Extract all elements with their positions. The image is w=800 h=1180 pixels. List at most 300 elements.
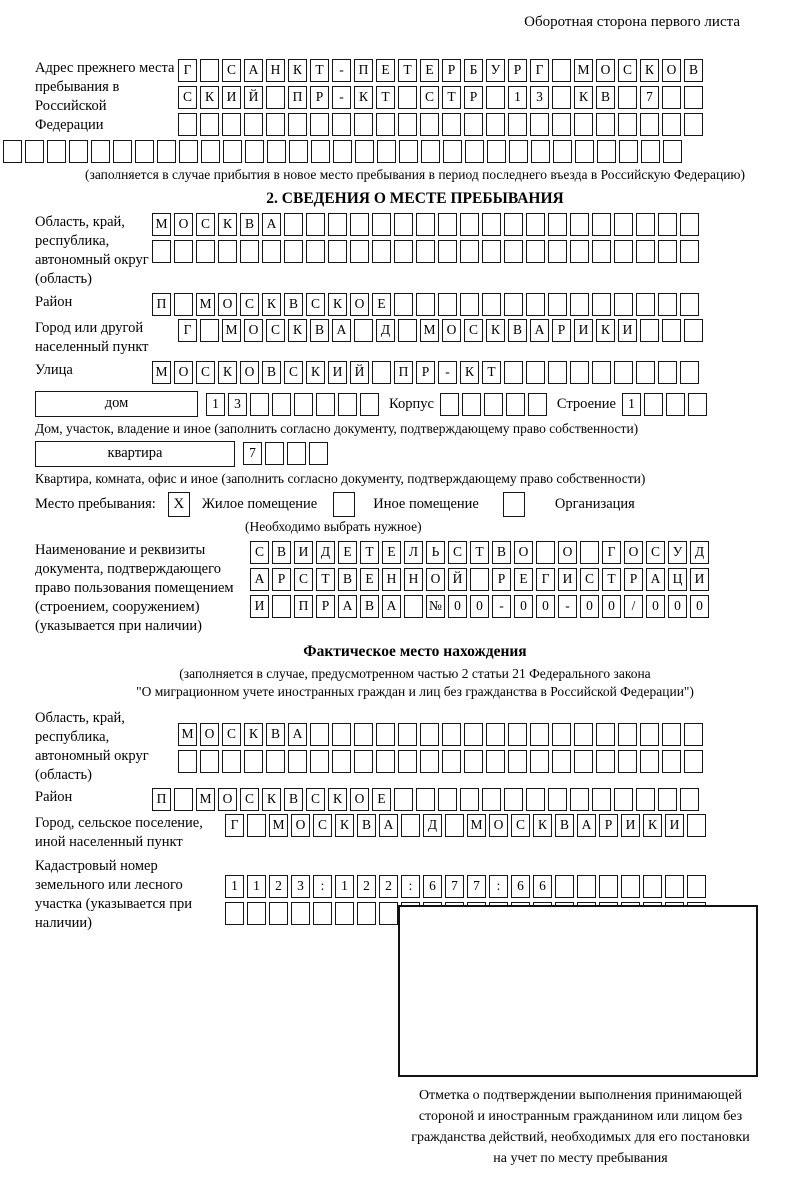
char-cell[interactable]: - bbox=[332, 59, 351, 82]
char-cell[interactable] bbox=[200, 750, 219, 773]
char-cell[interactable] bbox=[316, 393, 335, 416]
char-cell[interactable]: 6 bbox=[511, 875, 530, 898]
char-cell[interactable] bbox=[460, 788, 479, 811]
char-cell[interactable] bbox=[464, 750, 483, 773]
char-cell[interactable] bbox=[291, 902, 310, 925]
char-cell[interactable] bbox=[643, 875, 662, 898]
char-cell[interactable]: К bbox=[262, 293, 281, 316]
char-cell[interactable]: Б bbox=[464, 59, 483, 82]
char-cell[interactable] bbox=[398, 86, 417, 109]
char-cell[interactable] bbox=[621, 875, 640, 898]
char-cell[interactable]: И bbox=[665, 814, 684, 837]
char-cell[interactable]: Т bbox=[482, 361, 501, 384]
char-cell[interactable] bbox=[354, 750, 373, 773]
char-cell[interactable]: Н bbox=[266, 59, 285, 82]
char-cell[interactable]: Р bbox=[599, 814, 618, 837]
char-cell[interactable] bbox=[464, 113, 483, 136]
char-cell[interactable]: 7 bbox=[243, 442, 262, 465]
char-cell[interactable] bbox=[350, 213, 369, 236]
char-cell[interactable]: - bbox=[558, 595, 577, 618]
char-cell[interactable]: К bbox=[574, 86, 593, 109]
char-cell[interactable] bbox=[548, 788, 567, 811]
char-cell[interactable] bbox=[552, 59, 571, 82]
char-cell[interactable] bbox=[399, 140, 418, 163]
char-cell[interactable]: В bbox=[272, 541, 291, 564]
char-cell[interactable]: С bbox=[240, 293, 259, 316]
char-cell[interactable] bbox=[680, 240, 699, 263]
char-cell[interactable]: К bbox=[288, 319, 307, 342]
char-cell[interactable] bbox=[574, 750, 593, 773]
char-cell[interactable] bbox=[174, 788, 193, 811]
char-cell[interactable] bbox=[152, 240, 171, 263]
char-cell[interactable] bbox=[486, 86, 505, 109]
char-cell[interactable]: Т bbox=[316, 568, 335, 591]
char-cell[interactable]: Р bbox=[624, 568, 643, 591]
char-cell[interactable]: А bbox=[332, 319, 351, 342]
char-cell[interactable] bbox=[394, 788, 413, 811]
char-cell[interactable] bbox=[614, 361, 633, 384]
char-cell[interactable]: С bbox=[464, 319, 483, 342]
char-cell[interactable] bbox=[200, 113, 219, 136]
char-cell[interactable] bbox=[580, 541, 599, 564]
char-cell[interactable]: : bbox=[401, 875, 420, 898]
char-cell[interactable]: С bbox=[222, 59, 241, 82]
char-cell[interactable] bbox=[310, 113, 329, 136]
char-cell[interactable] bbox=[178, 750, 197, 773]
char-cell[interactable] bbox=[487, 140, 506, 163]
char-cell[interactable] bbox=[531, 140, 550, 163]
char-cell[interactable] bbox=[684, 723, 703, 746]
char-cell[interactable] bbox=[401, 814, 420, 837]
char-cell[interactable]: И bbox=[690, 568, 709, 591]
char-cell[interactable] bbox=[614, 788, 633, 811]
char-cell[interactable] bbox=[332, 113, 351, 136]
char-cell[interactable] bbox=[662, 86, 681, 109]
char-cell[interactable] bbox=[332, 723, 351, 746]
char-cell[interactable] bbox=[294, 393, 313, 416]
char-cell[interactable]: К bbox=[533, 814, 552, 837]
char-cell[interactable] bbox=[548, 361, 567, 384]
char-cell[interactable] bbox=[599, 875, 618, 898]
char-cell[interactable] bbox=[438, 293, 457, 316]
char-cell[interactable]: П bbox=[394, 361, 413, 384]
char-cell[interactable]: О bbox=[200, 723, 219, 746]
char-cell[interactable] bbox=[592, 361, 611, 384]
char-cell[interactable]: О bbox=[426, 568, 445, 591]
char-cell[interactable]: О bbox=[174, 213, 193, 236]
char-cell[interactable]: А bbox=[646, 568, 665, 591]
char-cell[interactable] bbox=[225, 902, 244, 925]
char-cell[interactable] bbox=[354, 319, 373, 342]
char-cell[interactable]: № bbox=[426, 595, 445, 618]
char-cell[interactable] bbox=[394, 293, 413, 316]
char-cell[interactable]: Р bbox=[442, 59, 461, 82]
char-cell[interactable]: К bbox=[200, 86, 219, 109]
char-cell[interactable] bbox=[372, 213, 391, 236]
char-cell[interactable]: О bbox=[218, 788, 237, 811]
char-cell[interactable] bbox=[460, 213, 479, 236]
char-cell[interactable] bbox=[555, 875, 574, 898]
char-cell[interactable] bbox=[355, 140, 374, 163]
char-cell[interactable]: О bbox=[624, 541, 643, 564]
char-cell[interactable] bbox=[465, 140, 484, 163]
char-cell[interactable] bbox=[398, 750, 417, 773]
char-cell[interactable]: К bbox=[643, 814, 662, 837]
char-cell[interactable]: Г bbox=[536, 568, 555, 591]
char-cell[interactable] bbox=[309, 442, 328, 465]
char-cell[interactable]: Р bbox=[552, 319, 571, 342]
char-cell[interactable]: И bbox=[574, 319, 593, 342]
char-cell[interactable] bbox=[335, 902, 354, 925]
char-cell[interactable] bbox=[548, 240, 567, 263]
char-cell[interactable] bbox=[200, 319, 219, 342]
char-cell[interactable]: 1 bbox=[508, 86, 527, 109]
char-cell[interactable]: О bbox=[240, 361, 259, 384]
char-cell[interactable]: М bbox=[420, 319, 439, 342]
char-cell[interactable]: Й bbox=[244, 86, 263, 109]
char-cell[interactable] bbox=[574, 723, 593, 746]
char-cell[interactable]: 2 bbox=[357, 875, 376, 898]
char-cell[interactable]: Д bbox=[690, 541, 709, 564]
char-cell[interactable]: 0 bbox=[580, 595, 599, 618]
char-cell[interactable] bbox=[640, 723, 659, 746]
char-cell[interactable] bbox=[684, 86, 703, 109]
char-cell[interactable]: 2 bbox=[379, 875, 398, 898]
char-cell[interactable] bbox=[398, 319, 417, 342]
char-cell[interactable] bbox=[288, 750, 307, 773]
char-cell[interactable] bbox=[592, 213, 611, 236]
char-cell[interactable]: Т bbox=[470, 541, 489, 564]
char-cell[interactable] bbox=[486, 750, 505, 773]
char-cell[interactable] bbox=[178, 113, 197, 136]
char-cell[interactable]: Г bbox=[530, 59, 549, 82]
char-cell[interactable]: Е bbox=[372, 788, 391, 811]
char-cell[interactable]: 0 bbox=[668, 595, 687, 618]
char-cell[interactable] bbox=[486, 113, 505, 136]
char-cell[interactable]: Д bbox=[376, 319, 395, 342]
char-cell[interactable] bbox=[536, 541, 555, 564]
char-cell[interactable]: 3 bbox=[228, 393, 247, 416]
char-cell[interactable] bbox=[443, 140, 462, 163]
char-cell[interactable] bbox=[506, 393, 525, 416]
char-cell[interactable]: 6 bbox=[533, 875, 552, 898]
char-cell[interactable] bbox=[442, 750, 461, 773]
char-cell[interactable] bbox=[680, 788, 699, 811]
char-cell[interactable]: К bbox=[328, 293, 347, 316]
char-cell[interactable] bbox=[398, 113, 417, 136]
char-cell[interactable] bbox=[3, 140, 22, 163]
char-cell[interactable]: С bbox=[580, 568, 599, 591]
char-cell[interactable]: Т bbox=[442, 86, 461, 109]
char-cell[interactable]: К bbox=[335, 814, 354, 837]
char-cell[interactable]: В bbox=[357, 814, 376, 837]
char-cell[interactable] bbox=[332, 750, 351, 773]
char-cell[interactable]: В bbox=[508, 319, 527, 342]
char-cell[interactable]: 3 bbox=[530, 86, 549, 109]
char-cell[interactable]: В bbox=[262, 361, 281, 384]
char-cell[interactable]: Г bbox=[178, 319, 197, 342]
char-cell[interactable] bbox=[552, 723, 571, 746]
char-cell[interactable]: О bbox=[514, 541, 533, 564]
char-cell[interactable]: У bbox=[668, 541, 687, 564]
char-cell[interactable] bbox=[288, 113, 307, 136]
char-cell[interactable]: Р bbox=[492, 568, 511, 591]
char-cell[interactable]: С bbox=[196, 213, 215, 236]
char-cell[interactable] bbox=[596, 750, 615, 773]
char-cell[interactable]: М bbox=[222, 319, 241, 342]
char-cell[interactable]: К bbox=[460, 361, 479, 384]
char-cell[interactable] bbox=[420, 113, 439, 136]
char-cell[interactable] bbox=[640, 319, 659, 342]
char-cell[interactable]: 0 bbox=[536, 595, 555, 618]
char-cell[interactable] bbox=[247, 902, 266, 925]
char-cell[interactable]: М bbox=[152, 213, 171, 236]
char-cell[interactable]: В bbox=[684, 59, 703, 82]
char-cell[interactable] bbox=[662, 113, 681, 136]
char-cell[interactable] bbox=[470, 568, 489, 591]
char-cell[interactable]: А bbox=[530, 319, 549, 342]
char-cell[interactable]: Е bbox=[360, 568, 379, 591]
char-cell[interactable] bbox=[338, 393, 357, 416]
char-cell[interactable] bbox=[438, 240, 457, 263]
char-cell[interactable] bbox=[482, 240, 501, 263]
char-cell[interactable] bbox=[157, 140, 176, 163]
char-cell[interactable] bbox=[526, 213, 545, 236]
char-cell[interactable] bbox=[69, 140, 88, 163]
char-cell[interactable]: П bbox=[354, 59, 373, 82]
char-cell[interactable]: 0 bbox=[448, 595, 467, 618]
char-cell[interactable] bbox=[267, 140, 286, 163]
char-cell[interactable]: В bbox=[596, 86, 615, 109]
char-cell[interactable] bbox=[135, 140, 154, 163]
char-cell[interactable] bbox=[553, 140, 572, 163]
char-cell[interactable]: С bbox=[306, 788, 325, 811]
char-cell[interactable]: Д bbox=[423, 814, 442, 837]
char-cell[interactable]: О bbox=[350, 788, 369, 811]
char-cell[interactable]: А bbox=[382, 595, 401, 618]
char-cell[interactable]: Е bbox=[382, 541, 401, 564]
char-cell[interactable]: - bbox=[492, 595, 511, 618]
char-cell[interactable]: Е bbox=[372, 293, 391, 316]
char-cell[interactable] bbox=[662, 750, 681, 773]
char-cell[interactable] bbox=[247, 814, 266, 837]
char-cell[interactable]: 1 bbox=[335, 875, 354, 898]
char-cell[interactable] bbox=[376, 723, 395, 746]
char-cell[interactable]: И bbox=[621, 814, 640, 837]
char-cell[interactable] bbox=[644, 393, 663, 416]
char-cell[interactable] bbox=[597, 140, 616, 163]
char-cell[interactable] bbox=[619, 140, 638, 163]
char-cell[interactable] bbox=[687, 875, 706, 898]
char-cell[interactable]: О bbox=[442, 319, 461, 342]
char-cell[interactable]: В bbox=[240, 213, 259, 236]
char-cell[interactable]: С bbox=[618, 59, 637, 82]
char-cell[interactable] bbox=[442, 113, 461, 136]
char-cell[interactable] bbox=[658, 361, 677, 384]
char-cell[interactable] bbox=[618, 723, 637, 746]
char-cell[interactable] bbox=[328, 240, 347, 263]
char-cell[interactable] bbox=[618, 113, 637, 136]
char-cell[interactable] bbox=[663, 140, 682, 163]
char-cell[interactable] bbox=[310, 723, 329, 746]
char-cell[interactable]: 0 bbox=[602, 595, 621, 618]
char-cell[interactable]: Е bbox=[376, 59, 395, 82]
char-cell[interactable]: А bbox=[577, 814, 596, 837]
char-cell[interactable] bbox=[420, 723, 439, 746]
char-cell[interactable] bbox=[596, 723, 615, 746]
char-cell[interactable]: О bbox=[489, 814, 508, 837]
char-cell[interactable]: В bbox=[310, 319, 329, 342]
char-cell[interactable]: П bbox=[152, 293, 171, 316]
char-cell[interactable] bbox=[416, 240, 435, 263]
char-cell[interactable] bbox=[636, 240, 655, 263]
char-cell[interactable]: Г bbox=[178, 59, 197, 82]
char-cell[interactable]: В bbox=[492, 541, 511, 564]
char-cell[interactable] bbox=[614, 213, 633, 236]
char-cell[interactable] bbox=[464, 723, 483, 746]
char-cell[interactable] bbox=[665, 875, 684, 898]
char-cell[interactable]: А bbox=[262, 213, 281, 236]
char-cell[interactable] bbox=[394, 240, 413, 263]
char-cell[interactable] bbox=[684, 113, 703, 136]
char-cell[interactable]: С bbox=[266, 319, 285, 342]
char-cell[interactable]: 7 bbox=[467, 875, 486, 898]
char-cell[interactable]: П bbox=[288, 86, 307, 109]
char-cell[interactable]: И bbox=[328, 361, 347, 384]
char-cell[interactable] bbox=[306, 240, 325, 263]
char-cell[interactable] bbox=[658, 293, 677, 316]
char-cell[interactable] bbox=[354, 723, 373, 746]
char-cell[interactable]: - bbox=[438, 361, 457, 384]
char-cell[interactable] bbox=[179, 140, 198, 163]
char-cell[interactable] bbox=[445, 814, 464, 837]
char-cell[interactable] bbox=[266, 750, 285, 773]
char-cell[interactable] bbox=[113, 140, 132, 163]
char-cell[interactable]: Р bbox=[416, 361, 435, 384]
char-cell[interactable] bbox=[265, 442, 284, 465]
char-cell[interactable] bbox=[570, 240, 589, 263]
char-cell[interactable] bbox=[530, 750, 549, 773]
char-cell[interactable] bbox=[376, 113, 395, 136]
char-cell[interactable]: Е bbox=[420, 59, 439, 82]
char-cell[interactable] bbox=[592, 293, 611, 316]
char-cell[interactable]: А bbox=[379, 814, 398, 837]
char-cell[interactable] bbox=[636, 213, 655, 236]
char-cell[interactable] bbox=[266, 86, 285, 109]
char-cell[interactable]: Н bbox=[382, 568, 401, 591]
char-cell[interactable] bbox=[272, 595, 291, 618]
char-cell[interactable] bbox=[526, 240, 545, 263]
char-cell[interactable] bbox=[482, 213, 501, 236]
char-cell[interactable] bbox=[548, 293, 567, 316]
char-cell[interactable] bbox=[570, 361, 589, 384]
char-cell[interactable] bbox=[484, 393, 503, 416]
char-cell[interactable]: Т bbox=[602, 568, 621, 591]
char-cell[interactable]: С bbox=[420, 86, 439, 109]
checkbox-organizatsiya[interactable] bbox=[503, 492, 525, 517]
char-cell[interactable] bbox=[269, 902, 288, 925]
char-cell[interactable] bbox=[680, 361, 699, 384]
char-cell[interactable] bbox=[636, 788, 655, 811]
char-cell[interactable]: - bbox=[332, 86, 351, 109]
char-cell[interactable]: 6 bbox=[423, 875, 442, 898]
char-cell[interactable] bbox=[530, 113, 549, 136]
char-cell[interactable]: К bbox=[218, 213, 237, 236]
char-cell[interactable]: / bbox=[624, 595, 643, 618]
char-cell[interactable]: В bbox=[284, 788, 303, 811]
char-cell[interactable] bbox=[174, 240, 193, 263]
char-cell[interactable] bbox=[442, 723, 461, 746]
char-cell[interactable]: В bbox=[266, 723, 285, 746]
char-cell[interactable] bbox=[416, 788, 435, 811]
char-cell[interactable]: М bbox=[269, 814, 288, 837]
char-cell[interactable] bbox=[350, 240, 369, 263]
char-cell[interactable] bbox=[658, 213, 677, 236]
char-cell[interactable] bbox=[577, 875, 596, 898]
char-cell[interactable] bbox=[570, 213, 589, 236]
char-cell[interactable] bbox=[460, 293, 479, 316]
char-cell[interactable]: П bbox=[152, 788, 171, 811]
char-cell[interactable]: И bbox=[558, 568, 577, 591]
char-cell[interactable] bbox=[416, 293, 435, 316]
char-cell[interactable] bbox=[357, 902, 376, 925]
char-cell[interactable] bbox=[687, 814, 706, 837]
char-cell[interactable]: Й bbox=[350, 361, 369, 384]
char-cell[interactable]: О bbox=[350, 293, 369, 316]
char-cell[interactable]: О bbox=[218, 293, 237, 316]
char-cell[interactable] bbox=[310, 750, 329, 773]
char-cell[interactable] bbox=[377, 140, 396, 163]
char-cell[interactable]: Н bbox=[404, 568, 423, 591]
char-cell[interactable] bbox=[201, 140, 220, 163]
char-cell[interactable]: 0 bbox=[514, 595, 533, 618]
char-cell[interactable]: С bbox=[448, 541, 467, 564]
char-cell[interactable] bbox=[313, 902, 332, 925]
char-cell[interactable] bbox=[636, 293, 655, 316]
char-cell[interactable]: Е bbox=[514, 568, 533, 591]
char-cell[interactable]: 1 bbox=[225, 875, 244, 898]
char-cell[interactable] bbox=[438, 788, 457, 811]
char-cell[interactable]: Т bbox=[398, 59, 417, 82]
char-cell[interactable] bbox=[244, 113, 263, 136]
char-cell[interactable]: К bbox=[596, 319, 615, 342]
char-cell[interactable] bbox=[614, 293, 633, 316]
char-cell[interactable]: Р bbox=[272, 568, 291, 591]
char-cell[interactable] bbox=[592, 240, 611, 263]
char-cell[interactable]: 3 bbox=[291, 875, 310, 898]
char-cell[interactable]: : bbox=[313, 875, 332, 898]
char-cell[interactable]: К bbox=[244, 723, 263, 746]
char-cell[interactable]: Г bbox=[602, 541, 621, 564]
char-cell[interactable] bbox=[333, 140, 352, 163]
char-cell[interactable] bbox=[91, 140, 110, 163]
char-cell[interactable] bbox=[272, 393, 291, 416]
char-cell[interactable] bbox=[552, 86, 571, 109]
char-cell[interactable] bbox=[636, 361, 655, 384]
char-cell[interactable] bbox=[680, 293, 699, 316]
char-cell[interactable]: И bbox=[250, 595, 269, 618]
char-cell[interactable]: В bbox=[360, 595, 379, 618]
char-cell[interactable]: С bbox=[511, 814, 530, 837]
char-cell[interactable] bbox=[530, 723, 549, 746]
char-cell[interactable]: С bbox=[646, 541, 665, 564]
char-cell[interactable]: А bbox=[250, 568, 269, 591]
char-cell[interactable] bbox=[641, 140, 660, 163]
char-cell[interactable]: А bbox=[244, 59, 263, 82]
char-cell[interactable] bbox=[684, 319, 703, 342]
checkbox-inoe-pomeshchenie[interactable] bbox=[333, 492, 355, 517]
char-cell[interactable] bbox=[552, 750, 571, 773]
